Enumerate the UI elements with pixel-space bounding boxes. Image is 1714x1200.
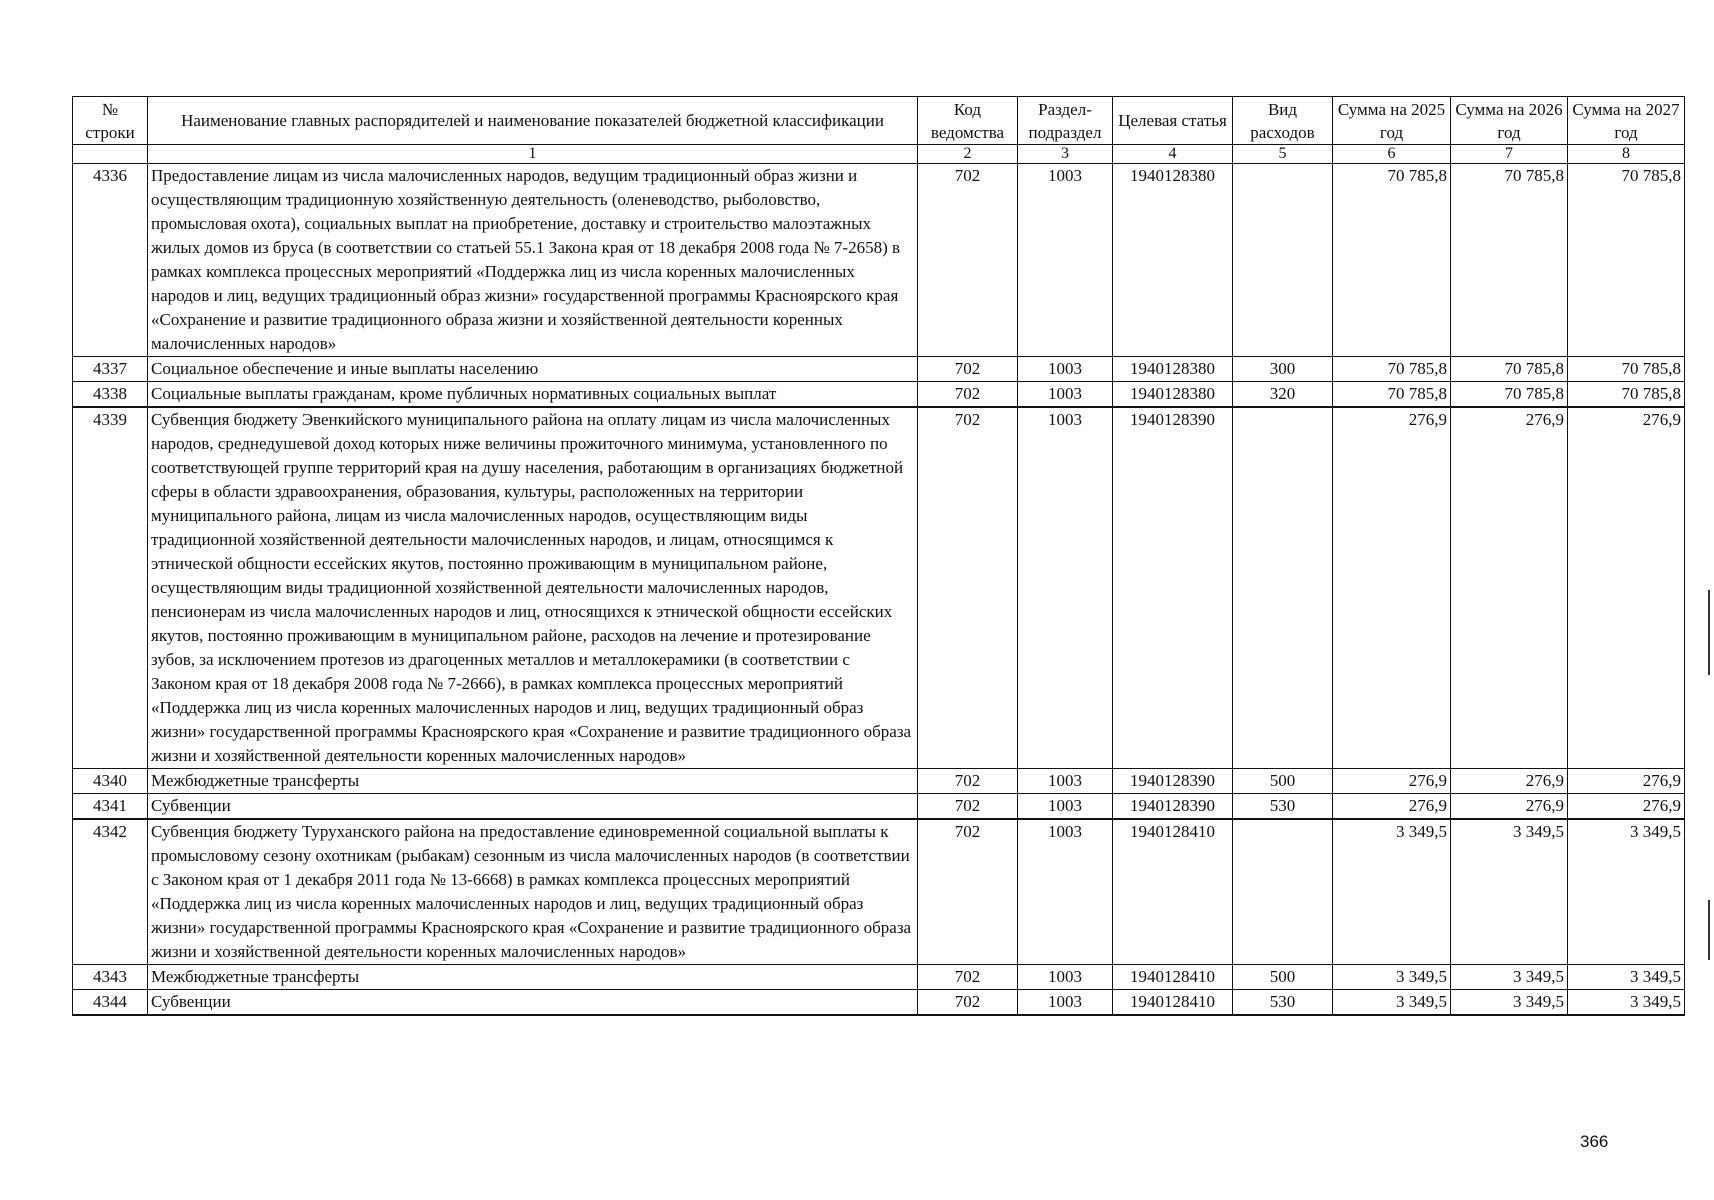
row-number: 4341 xyxy=(73,794,148,820)
row-name: Субвенции xyxy=(148,794,918,820)
row-dept-code: 702 xyxy=(918,769,1018,794)
row-section: 1003 xyxy=(1018,965,1113,990)
row-sum-2025: 3 349,5 xyxy=(1333,965,1451,990)
row-sum-2026: 70 785,8 xyxy=(1451,357,1568,382)
scan-mark xyxy=(1708,900,1710,960)
row-number: 4339 xyxy=(73,407,148,769)
column-number: 8 xyxy=(1568,145,1685,164)
row-target: 1940128410 xyxy=(1113,990,1233,1016)
row-name: Социальное обеспечение и иные выплаты населению xyxy=(148,357,918,382)
row-number: 4342 xyxy=(73,819,148,965)
table-row xyxy=(73,382,1685,408)
row-number: 4336 xyxy=(73,164,148,357)
table-row xyxy=(73,407,1685,769)
row-section: 1003 xyxy=(1018,382,1113,408)
row-target: 1940128390 xyxy=(1113,769,1233,794)
row-dept-code: 702 xyxy=(918,164,1018,357)
row-dept-code: 702 xyxy=(918,357,1018,382)
row-sum-2027: 70 785,8 xyxy=(1568,357,1685,382)
row-target: 1940128380 xyxy=(1113,382,1233,408)
row-sum-2025: 70 785,8 xyxy=(1333,382,1451,408)
row-expense-type: 320 xyxy=(1233,382,1333,408)
column-number-blank xyxy=(73,145,148,164)
row-number: 4344 xyxy=(73,990,148,1016)
row-sum-2027: 276,9 xyxy=(1568,769,1685,794)
row-sum-2026: 276,9 xyxy=(1451,794,1568,820)
page-number: 366 xyxy=(1580,1132,1609,1151)
table-row xyxy=(73,164,1685,357)
column-number-row xyxy=(73,145,1685,164)
row-target: 1940128390 xyxy=(1113,407,1233,769)
row-sum-2027: 70 785,8 xyxy=(1568,164,1685,357)
row-sum-2026: 3 349,5 xyxy=(1451,819,1568,965)
column-number: 7 xyxy=(1451,145,1568,164)
row-sum-2025: 3 349,5 xyxy=(1333,819,1451,965)
table-row xyxy=(73,819,1685,965)
column-number: 5 xyxy=(1233,145,1333,164)
row-dept-code: 702 xyxy=(918,382,1018,408)
row-name: Межбюджетные трансферты xyxy=(148,769,918,794)
row-sum-2027: 3 349,5 xyxy=(1568,965,1685,990)
row-target: 1940128380 xyxy=(1113,164,1233,357)
row-sum-2026: 70 785,8 xyxy=(1451,382,1568,408)
row-dept-code: 702 xyxy=(918,407,1018,769)
header-sum-2025: Сумма на 2025 год xyxy=(1333,97,1451,145)
column-number: 2 xyxy=(918,145,1018,164)
row-sum-2026: 276,9 xyxy=(1451,769,1568,794)
row-section: 1003 xyxy=(1018,407,1113,769)
row-name: Предоставление лицам из числа малочисленных народов, ведущим традиционный образ жизни и осуществляющим традиционную хозяйственную деятельность (оленеводство, рыболовство, промысловая охота), социальных выплат на приобретение, доставку и строительство малоэтажных жилых домов из бруса (в соответствии со статьей 55.1 Закона края от 18 декабря 2008 года № 7-2658) в рамках комплекса процессных мероприятий «Поддержка лиц из числа коренных малочисленных народов и лиц, ведущих традиционный образ жизни» государственной программы Красноярского края «Сохранение и развитие традиционного образа жизни и хозяйственной деятельности коренных малочисленных народов» xyxy=(148,164,918,357)
row-name: Субвенции xyxy=(148,990,918,1016)
row-sum-2027: 276,9 xyxy=(1568,794,1685,820)
row-sum-2027: 3 349,5 xyxy=(1568,990,1685,1016)
row-name: Социальные выплаты гражданам, кроме публичных нормативных социальных выплат xyxy=(148,382,918,408)
row-number: 4338 xyxy=(73,382,148,408)
header-expense-type: Вид расходов xyxy=(1233,97,1333,145)
row-target: 1940128390 xyxy=(1113,794,1233,820)
row-sum-2027: 70 785,8 xyxy=(1568,382,1685,408)
row-section: 1003 xyxy=(1018,794,1113,820)
row-sum-2025: 70 785,8 xyxy=(1333,164,1451,357)
scan-mark xyxy=(1708,590,1710,675)
row-expense-type xyxy=(1233,164,1333,357)
row-sum-2026: 70 785,8 xyxy=(1451,164,1568,357)
row-section: 1003 xyxy=(1018,819,1113,965)
table-row xyxy=(73,965,1685,990)
row-sum-2025: 276,9 xyxy=(1333,407,1451,769)
row-section: 1003 xyxy=(1018,357,1113,382)
row-expense-type: 300 xyxy=(1233,357,1333,382)
row-sum-2025: 276,9 xyxy=(1333,769,1451,794)
row-dept-code: 702 xyxy=(918,794,1018,820)
row-sum-2027: 276,9 xyxy=(1568,407,1685,769)
row-name: Межбюджетные трансферты xyxy=(148,965,918,990)
column-number: 3 xyxy=(1018,145,1113,164)
column-number: 4 xyxy=(1113,145,1233,164)
row-name: Субвенция бюджету Туруханского района на предоставление единовременной социальной выплаты к промысловому сезону охотникам (рыбакам) сезонным из числа малочисленных народов (в соответствии с Законом края от 1 декабря 2011 года № 13-6668) в рамках комплекса процессных мероприятий «Поддержка лиц из числа коренных малочисленных народов и лиц, ведущих традиционный образ жизни» государственной программы Красноярского края «Сохранение и развитие традиционного образа жизни и хозяйственной деятельности коренных малочисленных народов» xyxy=(148,819,918,965)
row-target: 1940128410 xyxy=(1113,965,1233,990)
header-section: Раздел-подраздел xyxy=(1018,97,1113,145)
row-sum-2025: 70 785,8 xyxy=(1333,357,1451,382)
row-number: 4343 xyxy=(73,965,148,990)
row-section: 1003 xyxy=(1018,990,1113,1016)
row-number: 4337 xyxy=(73,357,148,382)
row-section: 1003 xyxy=(1018,164,1113,357)
row-target: 1940128410 xyxy=(1113,819,1233,965)
header-sum-2026: Сумма на 2026 год xyxy=(1451,97,1568,145)
column-number: 1 xyxy=(148,145,918,164)
row-dept-code: 702 xyxy=(918,819,1018,965)
row-sum-2027: 3 349,5 xyxy=(1568,819,1685,965)
row-expense-type: 530 xyxy=(1233,990,1333,1016)
row-section: 1003 xyxy=(1018,769,1113,794)
row-expense-type xyxy=(1233,819,1333,965)
header-name: Наименование главных распорядителей и наименование показателей бюджетной классификации xyxy=(148,97,918,145)
row-sum-2025: 276,9 xyxy=(1333,794,1451,820)
table-row xyxy=(73,990,1685,1016)
table-row xyxy=(73,357,1685,382)
header-dept-code: Код ведомства xyxy=(918,97,1018,145)
row-target: 1940128380 xyxy=(1113,357,1233,382)
row-dept-code: 702 xyxy=(918,965,1018,990)
row-expense-type xyxy=(1233,407,1333,769)
row-name: Субвенция бюджету Эвенкийского муниципального района на оплату лицам из числа малочисленных народов, среднедушевой доход которых ниже величины прожиточного минимума, установленного по соответствующей группе территорий края на душу населения, работающим в организациях бюджетной сферы в области здравоохранения, образования, культуры, расположенных на территории муниципального района, лицам из числа малочисленных народов, осуществляющим виды традиционной хозяйственной деятельности малочисленных народов, и лицам, относящимся к этнической общности ессейских якутов, постоянно проживающим в муниципальном районе, осуществляющим виды традиционной хозяйственной деятельности малочисленных народов, пенсионерам из числа малочисленных народов и лиц, относящихся к этнической общности ессейских якутов, постоянно проживающим в муниципальном районе, расходов на лечение и протезирование зубов, за исключением протезов из драгоценных металлов и металлокерамики (в соответствии с Законом края от 18 декабря 2008 года № 7-2666), в рамках комплекса процессных мероприятий «Поддержка лиц из числа коренных малочисленных народов и лиц, ведущих традиционный образ жизни» государственной программы Красноярского края «Сохранение и развитие традиционного образа жизни и хозяйственной деятельности коренных малочисленных народов» xyxy=(148,407,918,769)
row-sum-2025: 3 349,5 xyxy=(1333,990,1451,1016)
table-row xyxy=(73,769,1685,794)
table-row xyxy=(73,794,1685,820)
header-row-no: № строки xyxy=(73,97,148,145)
header-target: Целевая статья xyxy=(1113,97,1233,145)
row-expense-type: 530 xyxy=(1233,794,1333,820)
row-sum-2026: 3 349,5 xyxy=(1451,990,1568,1016)
row-expense-type: 500 xyxy=(1233,965,1333,990)
column-number: 6 xyxy=(1333,145,1451,164)
header-sum-2027: Сумма на 2027 год xyxy=(1568,97,1685,145)
budget-table xyxy=(72,96,1685,1016)
row-dept-code: 702 xyxy=(918,990,1018,1016)
row-sum-2026: 3 349,5 xyxy=(1451,965,1568,990)
header-row xyxy=(73,97,1685,145)
row-number: 4340 xyxy=(73,769,148,794)
row-expense-type: 500 xyxy=(1233,769,1333,794)
row-sum-2026: 276,9 xyxy=(1451,407,1568,769)
